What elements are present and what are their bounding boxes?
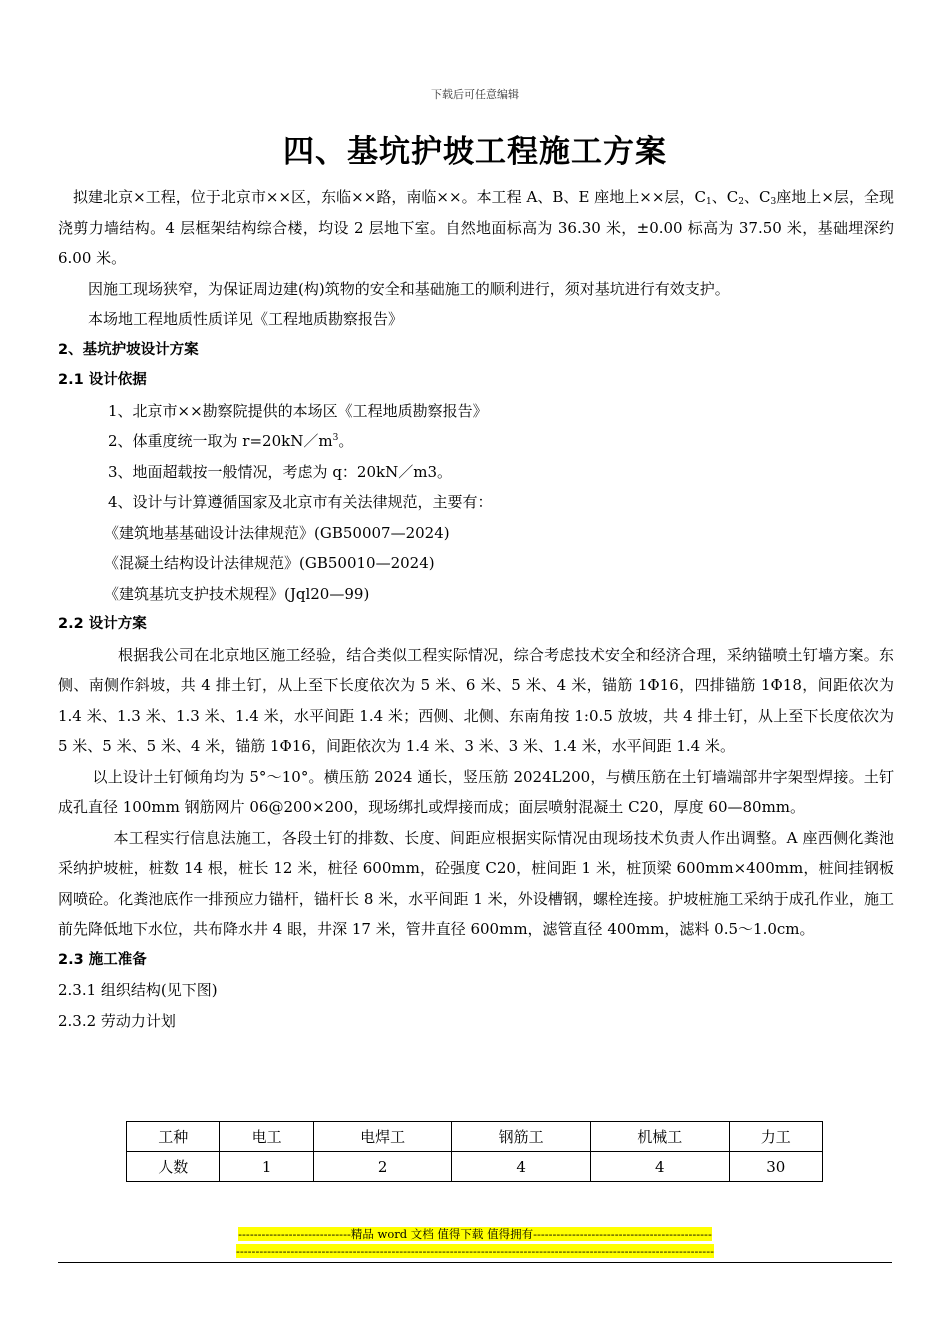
subsection-2-3-2: 2.3.2 劳动力计划 [58, 1011, 176, 1030]
table-cell: 30 [729, 1152, 822, 1182]
basis-item: 4、设计与计算遵循国家及北京市有关法律规范，主要有： [108, 493, 493, 511]
table-cell: 人数 [127, 1152, 220, 1182]
basis-item: 3、地面超载按一般情况，考虑为 q：20kN／m3。 [108, 462, 452, 481]
standard-item: 《建筑地基基础设计法律规范》(GB50007—2024) [104, 523, 450, 542]
footer-banner [0, 1226, 950, 1242]
footer-divider [58, 1262, 892, 1263]
table-cell: 机械工 [590, 1122, 729, 1152]
basis-item: 2、体重度统一取为 $r=20kN/m^3$。 [108, 432, 354, 450]
footer-text: -----------------------------精品 word 文档 值得下载 值得拥有---------------------------------------------- [238, 1227, 712, 1241]
footer-dashes [0, 1244, 950, 1258]
table-header-row [127, 1122, 823, 1152]
table-cell: 2 [313, 1152, 452, 1182]
table-cell: 电工 [220, 1122, 313, 1152]
intro-paragraph-2: 因施工现场狭窄，为保证周边建(构)筑物的安全和基础施工的顺利进行，须对基坑进行有效支护。 [88, 279, 730, 298]
labor-plan-table [126, 1121, 823, 1182]
document-body [58, 182, 894, 1036]
section-2-3-heading: 2.3 施工准备 [58, 951, 147, 968]
table-cell: 4 [590, 1152, 729, 1182]
table-cell: 4 [452, 1152, 591, 1182]
standard-item: 《混凝土结构设计法律规范》(GB50010—2024) [104, 554, 435, 572]
footer-dash-line: --------------------------------------------------------------------------------------------------------------------------- [236, 1244, 714, 1258]
table-cell: 力工 [729, 1122, 822, 1152]
subsection-2-3-1: 2.3.1 组织结构(见下图) [58, 981, 218, 999]
intro-paragraph-1: 拟建北京×工程，位于北京市××区，东临××路，南临××。本工程 A、B、E 座地上××层，$C_1$、$C_2$、$C_3$座地上×层，全现浇剪力墙结构。4 层框架结构综合楼，均设 2 层地下室。自然地面标高为 36.30 米，±0.00 标高为 37.50 米，基础埋深约 6.00 米。 [58, 188, 894, 267]
header-note: 下载后可任意编辑 [431, 88, 519, 101]
table-row [127, 1152, 823, 1182]
table-cell: 工种 [127, 1122, 220, 1152]
design-paragraph-3: 本工程实行信息法施工，各段土钉的排数、长度、间距应根据实际情况由现场技术负责人作出调整。A 座西侧化粪池采纳护坡桩，桩数 14 根，桩长 12 米，桩径 600mm，砼强度 C20，桩间距 1 米，桩顶梁 600mm×400mm，桩间挂钢板网喷砼。化粪池底作一排预应力锚杆，锚杆长 8 米，水平间距 1 米，外设槽钢，螺栓连接。护坡桩施工采纳于成孔作业，施工前先降低地下水位，共布降水井 4 眼，井深 17 米，管井直径 600mm，滤管直径 400mm，滤料 0.5～1.0cm。 [58, 828, 894, 938]
intro-paragraph-3: 本场地工程地质性质详见《工程地质勘察报告》 [88, 310, 404, 328]
table-cell: 电焊工 [313, 1122, 452, 1152]
design-paragraph-1: 根据我公司在北京地区施工经验，结合类似工程实际情况，综合考虑技术安全和经济合理，采纳锚喷土钉墙方案。东侧、南侧作斜坡，共 4 排土钉，从上至下长度依次为 5 米、6 米、5 米、4 米，锚筋 1Φ16，四排锚筋 1Φ18，间距依次为 1.4 米、1.3 米、1.3 米、1.4 米，水平间距 1.4 米；西侧、北侧、东南角按 1:0.5 放坡，共 4 排土钉，从上至下长度依次为 5 米、5 米、5 米、4 米，锚筋 1Φ16，间距依次为 1.4 米、3 米、3 米、1.4 米，水平间距 1.4 米。 [58, 645, 894, 755]
section-2-2-heading: 2.2 设计方案 [58, 616, 147, 632]
standard-item: 《建筑基坑支护技术规程》(Jql20—99) [104, 584, 370, 603]
page-title: 四、基坑护坡工程施工方案 [283, 134, 667, 170]
section-2-heading: 2、基坑护坡设计方案 [58, 341, 199, 358]
design-paragraph-2: 以上设计土钉倾角均为 5°～10°。横压筋 2024 通长，竖压筋 2024L200，与横压筋在土钉墙端部井字架型焊接。土钉成孔直径 100mm 钢筋网片 06@200×200，现场绑扎或焊接而成；面层喷射混凝土 C20，厚度 60—80mm。 [58, 767, 894, 816]
basis-item: 1、北京市××勘察院提供的本场区《工程地质勘察报告》 [108, 401, 488, 420]
table-cell: 1 [220, 1152, 313, 1182]
table-cell: 钢筋工 [452, 1122, 591, 1152]
section-2-1-heading: 2.1 设计依据 [58, 372, 147, 388]
